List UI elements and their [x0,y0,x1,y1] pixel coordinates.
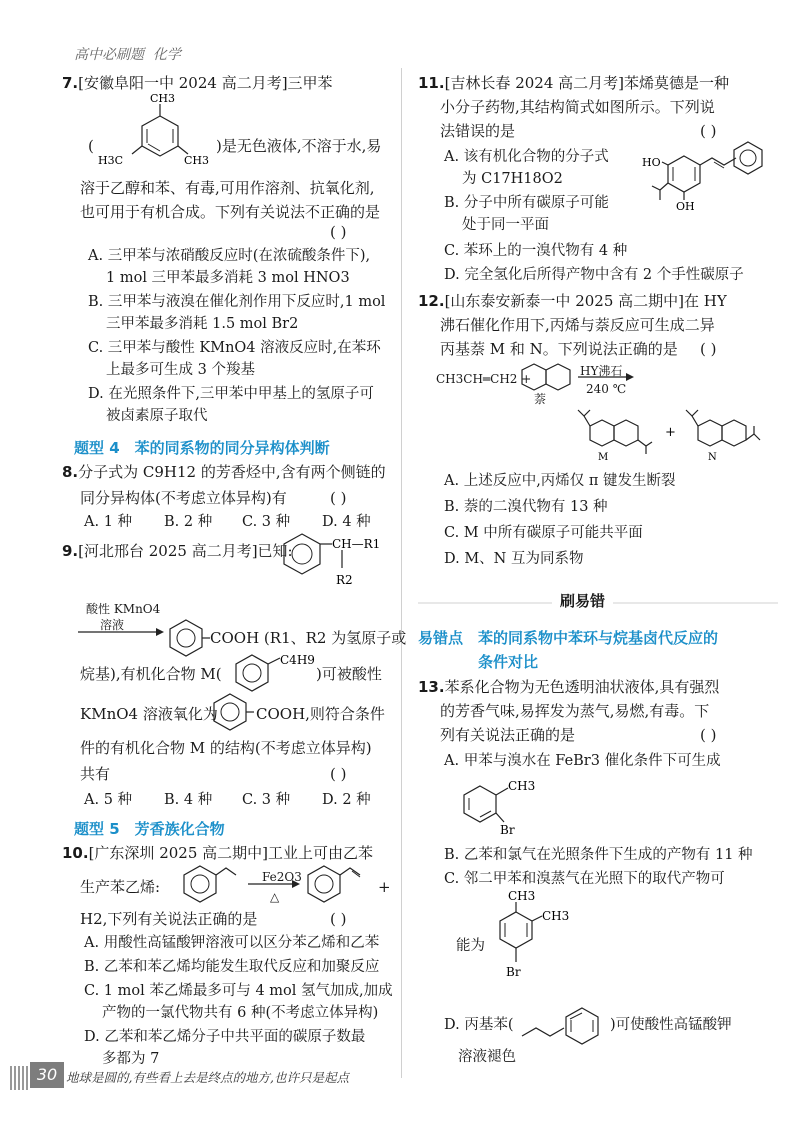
q9-c4h9: C4H9 [280,653,315,667]
q10-cond-bot: △ [270,890,280,904]
q12-option-c: C. M 中所有碳原子可能共平面 [444,525,643,541]
q8-option-c: C. 3 种 [242,514,291,530]
product-m-label: M [598,452,609,463]
q11-option-b1: B. 分子中所有碳原子可能 [444,195,609,211]
q12-option-a: A. 上述反应中,丙烯仅 π 键发生断裂 [444,473,676,489]
q12-option-d: D. M、N 互为同系物 [444,551,584,567]
page-number: 30 [30,1062,64,1088]
header-book [74,44,181,64]
q7-option-c2: 上最多可生成 3 个羧基 [106,362,255,378]
product-n-ring-a [698,420,722,446]
ch3-left: H3C [98,154,124,167]
q9-number: 9. [62,542,79,560]
q9-stem3b: COOH,则符合条件 [256,705,385,723]
ch3-top: CH3 [150,92,176,105]
q13-option-a: A. 甲苯与溴水在 FeBr3 催化条件下可生成 [444,753,721,769]
q12-stem2: 沸石催化作用下,丙烯与萘反应可生成二异 [440,316,715,334]
q8-number: 8. [62,463,79,481]
q11-option-a2: 为 C17H18O2 [462,171,563,187]
q13-number: 13. [418,678,445,696]
q9-cond2: 溶液 [100,618,125,632]
subject-title: 化学 [152,47,181,63]
q7-option-a2: 1 mol 三甲苯最多消耗 3 mol HNO3 [106,270,350,286]
q11-stem3: 法错误的是 [440,122,516,140]
q10-option-a: A. 用酸性高锰酸钾溶液可以区分苯乙烯和乙苯 [84,935,380,951]
phenyl-ring [734,142,762,174]
q7-option-d2: 被卤素原子取代 [106,408,208,424]
styrene-ring [308,866,340,902]
a-br-label: Br [500,823,515,837]
q9-option-b: B. 4 种 [164,792,213,808]
trimethylbenzene-structure [88,92,218,172]
q13-option-c1: C. 邻二甲苯和溴蒸气在光照下的取代产物可 [444,871,725,887]
naphthalene-ring-a [522,364,546,390]
q9-answer: ( ) [330,765,347,783]
benvitimod-structure [642,138,772,212]
q13-option-d2: 溶液褪色 [458,1049,516,1065]
q10-option-c2: 产物的一氯代物共有 6 种(不考虑立体异构) [102,1005,379,1021]
q9-stem4: 件的有机化合物 M 的结构(不考虑立体异构) [80,739,372,757]
c-ch3-top-label: CH3 [508,890,536,903]
q7-stem2: 溶于乙醇和苯、有毒,可用作溶剂、抗氧化剂, [80,179,375,197]
benzene-ring [214,694,246,730]
q8-option-a: A. 1 种 [84,514,133,530]
q10-answer: ( ) [330,910,347,928]
q7-option-b2: 三甲苯最多消耗 1.5 mol Br2 [106,316,299,332]
q9-line1 [62,540,293,562]
q10-cond-top: Fe2O3 [262,870,302,884]
q10-stem1: [广东深圳 2025 高二期中]工业上可由乙苯 [88,844,373,862]
error-point-title: 易错点 苯的同系物中苯环与烷基卤代反应的 [418,629,719,647]
benzene-ring [170,620,202,656]
q13-option-c2: 能为 [456,938,485,954]
q10-number: 10. [62,844,89,862]
q10-option-c1: C. 1 mol 苯乙烯最多可与 4 mol 氢气加成,加成 [84,983,393,999]
q8-option-d: D. 4 种 [322,514,371,530]
q8-answer: ( ) [330,489,347,507]
q11-option-a1: A. 该有机化合物的分子式 [444,149,609,165]
q11-answer: ( ) [700,122,717,140]
q7-option-a1: A. 三甲苯与浓硝酸反应时(在浓硫酸条件下), [88,248,371,264]
propylbenzene-structure [520,1002,610,1046]
q13-answer: ( ) [700,726,717,744]
q9-structure-r1r2 [280,528,390,590]
q8-line1 [62,461,386,483]
footer-pattern [10,1066,30,1090]
q9-stem5: 共有 [80,765,111,783]
product-m-ring-b [614,420,638,446]
q9-option-d: D. 2 种 [322,792,371,808]
q9-option-a: A. 5 种 [84,792,133,808]
q9-stem3a: KMnO4 溶液氧化为 [80,705,218,723]
q9-r1: CH—R1 [332,537,381,551]
q11-option-d: D. 完全氢化后所得产物中含有 2 个手性碳原子 [444,267,744,283]
q9-structure-benzoic [212,691,256,733]
q7-answer: ( ) [330,223,347,241]
q7-number: 7. [62,74,79,92]
book-title: 高中必刷题 [74,47,144,63]
q8-stem2: 同分异构体(不考虑立体异构)有 [80,489,287,507]
hydroxyl-label-ho: HO [642,156,661,169]
ch3-right: CH3 [184,154,210,167]
q10-plus: + [378,878,391,896]
q13-stem3: 列有关说法正确的是 [440,726,576,744]
benzene-ring [236,655,268,691]
q10-stem3: H2,下列有关说法正确的是 [80,910,258,928]
q12-answer: ( ) [700,340,717,358]
bromotoluene-structure [456,776,546,838]
q9-option-c: C. 3 种 [242,792,291,808]
error-point-title-2: 条件对比 [478,653,539,671]
q9-cond1: 酸性 KMnO4 [86,602,161,616]
q12-naph-label: 萘 [534,392,547,406]
q11-option-b2: 处于同一平面 [462,217,549,233]
q9-stem2a: 烷基),有机化合物 M( [80,665,222,683]
q7-source: [安徽阜阳一中 2024 高二月考]三甲苯 [78,74,333,92]
q8-option-b: B. 2 种 [164,514,213,530]
product-plus: + [665,425,676,440]
product-m-ring-a [590,420,614,446]
section-type5: 题型 5 芳香族化合物 [74,820,225,838]
hydroxyl-label-oh: OH [676,200,695,212]
product-n-ring-b [722,420,746,446]
naphthalene-ring-b [546,364,570,390]
footer-motto: 地球是圆的,有些看上去是终点的地方,也许只是起点 [66,1070,349,1085]
q13-stem1: 苯系化合物为无色透明油状液体,具有强烈 [444,678,720,696]
q13-option-d1: D. 丙基苯( [444,1017,514,1033]
q9-cooh-text: COOH (R1、R2 为氢原子或 [210,629,407,647]
banner-shuayicuo: 刷易错 [552,590,613,611]
q13-line1 [418,676,719,698]
c-ch3-right-label: CH3 [542,909,570,923]
q11-option-c: C. 苯环上的一溴代物有 4 种 [444,243,628,259]
column-divider [401,68,402,1078]
q12-products [570,400,770,464]
q10-option-b: B. 乙苯和苯乙烯均能发生取代反应和加聚反应 [84,959,380,975]
q12-propene: CH3CH═CH2 + [436,372,532,386]
q7-paren: ( [88,137,94,155]
dimethyl-bromobenzene-structure [490,890,580,1000]
q11-line1 [418,72,729,94]
q12-number: 12. [418,292,445,310]
q11-number: 11. [418,74,445,92]
q13-option-d1b: )可使酸性高锰酸钾 [610,1017,732,1033]
q12-line1 [418,290,727,312]
q12-stem1: [山东泰安新泰一中 2025 高二期中]在 HY [444,292,727,310]
q7-line1 [62,72,333,94]
q12-cond-bot: 240 ℃ [586,382,627,396]
q7-option-c1: C. 三甲苯与酸性 KMnO4 溶液反应时,在苯环 [88,340,381,356]
q12-stem3: 丙基萘 M 和 N。下列说法正确的是 [440,340,678,358]
q7-option-b1: B. 三甲苯与液溴在催化剂作用下反应时,1 mol [88,294,386,310]
ethylbenzene-ring [184,866,216,902]
q10-stem2: 生产苯乙烯: [80,878,161,896]
q7-stem1: )是无色液体,不溶于水,易 [216,137,382,155]
q10-option-d2: 多都为 7 [102,1051,160,1067]
q7-stem3: 也可用于有机合成。下列有关说法不正确的是 [80,203,381,221]
a-ch3-label: CH3 [508,779,536,793]
q13-option-b: B. 乙苯和氯气在光照条件下生成的产物有 11 种 [444,847,753,863]
q12-cond-top: HY沸石 [580,364,623,378]
q7-option-d1: D. 在光照条件下,三甲苯中甲基上的氢原子可 [88,386,374,402]
q10-option-d1: D. 乙苯和苯乙烯分子中共平面的碳原子数最 [84,1029,366,1045]
q13-stem2: 的芳香气味,易挥发为蒸气,易燃,有毒。下 [440,702,710,720]
q9-stem2b: )可被酸性 [316,665,382,683]
benzene-ring [284,534,320,574]
c-br-label: Br [506,965,521,979]
q11-stem2: 小分子药物,其结构简式如图所示。下列说 [440,98,715,116]
product-n-label: N [708,452,717,463]
q9-stem1: [河北邢台 2025 高二月考]已知: [78,542,293,560]
q8-stem1: 分子式为 C9H12 的芳香烃中,含有两个侧链的 [78,463,386,481]
section-type4: 题型 4 苯的同系物的同分异构体判断 [74,439,330,457]
q9-r2: R2 [336,573,353,587]
q12-option-b: B. 萘的二溴代物有 13 种 [444,499,608,515]
q11-stem1: [吉林长春 2024 高二月考]苯烯莫德是一种 [444,74,729,92]
